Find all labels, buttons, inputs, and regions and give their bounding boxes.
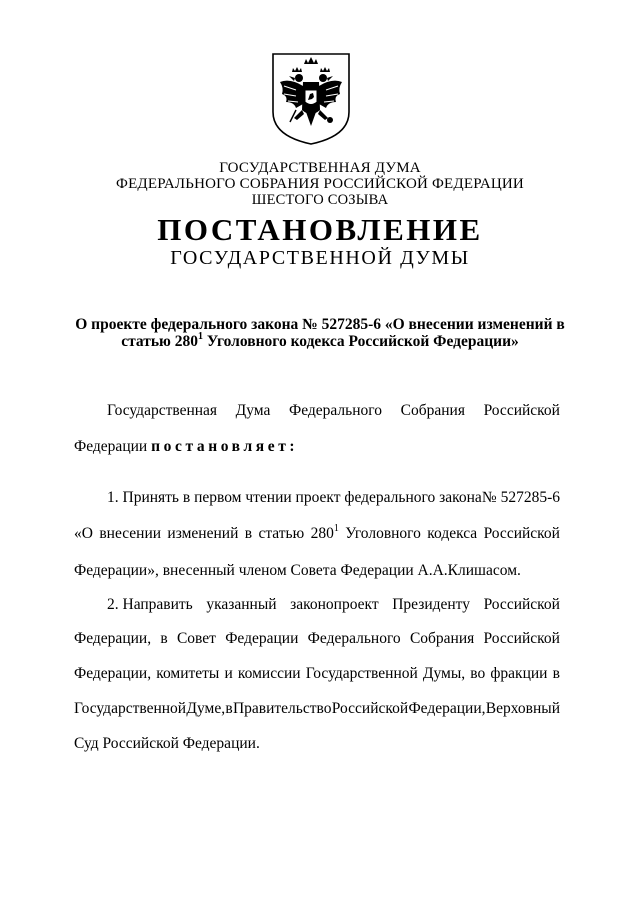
word: Федерального: [307, 630, 401, 647]
item-1-line-1: [107, 489, 560, 507]
word: Российской: [483, 525, 560, 542]
word: Правительство: [232, 700, 332, 717]
superscript-1: 1: [198, 330, 203, 342]
item-1-line-2: [74, 522, 560, 543]
issuer-title: ГОСУДАРСТВЕННОЙ ДУМЫ: [170, 247, 470, 269]
organization-line-1: ГОСУДАРСТВЕННАЯ ДУМА: [219, 160, 421, 176]
word: в: [225, 700, 233, 717]
item-2-line-5: Суд Российской Федерации.: [74, 735, 260, 752]
superscript-1: 1: [333, 522, 339, 534]
preamble-text: Федерации: [74, 438, 152, 455]
word: Федерации,: [74, 665, 152, 682]
preamble-line-2: [74, 438, 298, 456]
word: Совет: [176, 630, 216, 647]
word: Российской: [483, 596, 560, 613]
word: Государственной: [305, 665, 418, 682]
word: в: [552, 665, 560, 682]
subject-text-post: Уголовного кодекса Российской Федерации»: [203, 333, 519, 350]
word: Верховный: [485, 700, 560, 717]
item-2-line-3: [74, 665, 560, 683]
word: кодекса: [427, 525, 478, 542]
word: «О: [74, 525, 93, 542]
item-1-text: 1. Принять в первом чтении проект федерального закона: [107, 489, 482, 506]
word: Президенту: [392, 596, 470, 613]
word: комиссии: [237, 665, 301, 682]
word: Уголовного: [345, 525, 421, 542]
item-1-line-3: Федерации», внесенный членом Совета Федерации А.А.Клишасом.: [74, 562, 521, 579]
word: Собрания: [409, 630, 475, 647]
decree-word: постановляет:: [151, 438, 299, 455]
word: Думе,: [186, 700, 226, 717]
item-2-line-1: [107, 596, 560, 614]
article-number: [310, 522, 339, 543]
organization-line-2: ФЕДЕРАЛЬНОГО СОБРАНИЯ РОССИЙСКОЙ ФЕДЕРАЦИИ: [116, 176, 524, 192]
word: Государственная: [107, 402, 218, 419]
russian-coat-of-arms-icon: [270, 52, 352, 146]
word: Государственной: [74, 700, 187, 717]
word: изменений: [167, 525, 239, 542]
word: Федерального: [288, 402, 383, 419]
word: фракции: [490, 665, 548, 682]
convocation-line: ШЕСТОГО СОЗЫВА: [251, 192, 389, 208]
subject-text-pre: статью 280: [121, 333, 198, 350]
word: 280: [310, 525, 334, 542]
word: в: [244, 525, 253, 542]
word: комитеты: [156, 665, 220, 682]
word: Федерации,: [74, 630, 152, 647]
word: указанный: [206, 596, 277, 613]
word: во: [470, 665, 486, 682]
word: Российской: [483, 630, 560, 647]
subject-line-1: О проекте федерального закона № 527285-6 «О внесении изменений в: [75, 316, 565, 333]
word: Собрания: [400, 402, 465, 419]
word: Федерации,: [408, 700, 486, 717]
word: 2. Направить: [107, 596, 193, 613]
word: в: [160, 630, 168, 647]
word: Думы,: [422, 665, 466, 682]
item-2-line-2: [74, 630, 560, 648]
word: и: [224, 665, 233, 682]
word: Дума: [235, 402, 271, 419]
word: Федерации: [225, 630, 299, 647]
subject-line-2: [0, 330, 640, 351]
word: статью: [258, 525, 305, 542]
word: Российской: [331, 700, 409, 717]
bill-number: № 527285-6: [481, 489, 560, 506]
word: внесении: [99, 525, 162, 542]
item-2-line-4: [74, 700, 560, 718]
document-type-title: ПОСТАНОВЛЕНИЕ: [157, 212, 483, 247]
word: Российской: [483, 402, 560, 419]
preamble-line-1: [107, 402, 560, 420]
word: законопроект: [290, 596, 379, 613]
